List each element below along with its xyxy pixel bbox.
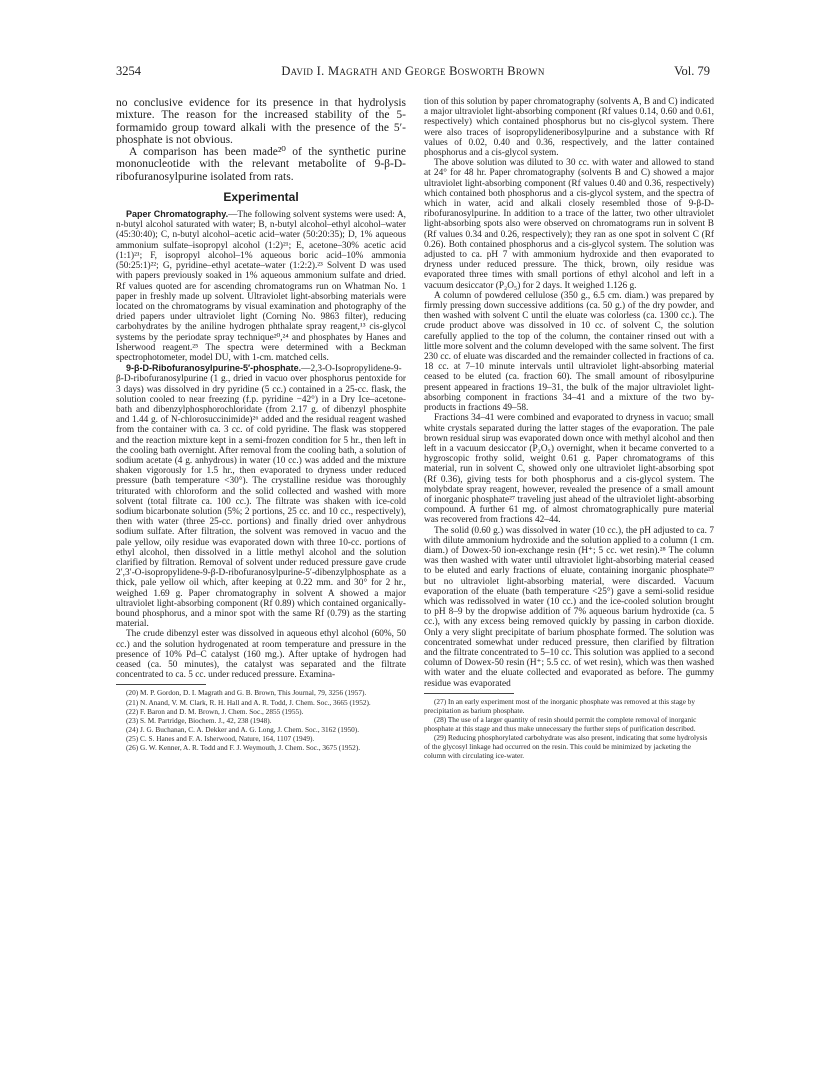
footnote: (29) Reducing phosphorylated carbohydrate was also present, indicating that some hydrolysis of the glycosyl linkage had occurred on the resin. This could be minimized by jacketing the column with circulating ice-water. bbox=[424, 733, 708, 761]
body-paragraph: The above solution was diluted to 30 cc. with water and allowed to stand at 24° for 48 hr. Paper chromatography (solvents B and C) showed a major ultraviolet light-absorbing component (Rf values 0.40 and 0.36, respectively) which contained both phosphorus and a cis-glycol system, and the spectra of which in water, acid and alkali closely resembled those of 9-β-D-ribofuranosylpurine. In addition to a trace of the latter, two other ultraviolet light-absorbing spots also were observed on chromatograms run in solvent B (Rf values 0.34 and 0.26, respectively); they ran as one spot in solvent C (Rf 0.26). Both contained phosphorus and a cis-glycol system. The solution was adjusted to ca. pH 7 with ammonium hydroxide and then evaporated to dryness under reduced pressure. The thick, brown, oily residue was evaporated three times with small portions of ethyl alcohol and left in a vacuum desiccator (P₂O₅) for 2 days. It weighed 1.126 g. bbox=[424, 158, 714, 291]
footnote-divider bbox=[116, 684, 206, 685]
footnote: (26) G. W. Kenner, A. R. Todd and F. J. Weymouth, J. Chem. Soc., 3675 (1952). bbox=[126, 742, 361, 752]
hydrogenation-paragraph: The crude dibenzyl ester was dissolved in aqueous ethyl alcohol (60%, 50 cc.) and the solution hydrogenated at room temperature and pressure in the presence of 10% Pd–C catalyst (160 mg.). After uptake of hydrogen had ceased (ca. 50 minutes), the catalyst was separated and the filtrate concentrated to ca. 5 cc. under reduced pressure. Examina- bbox=[116, 629, 406, 681]
page-number: 3254 bbox=[116, 64, 141, 78]
footnote: (20) M. P. Gordon, D. I. Magrath and G. B. Brown, This Journal, 79, 3256 (1957). bbox=[126, 688, 367, 698]
body-paragraph: The solid (0.60 g.) was dissolved in water (10 cc.), the pH adjusted to ca. 7 with dilute ammonium hydroxide and the solution applied to a column (1 cm. diam.) of Dowex-50 ion-exchange resin (H⁺; 5 cc. wet resin).²⁸ The column was then washed with water until ultraviolet light-absorbing material ceased to be eluted and early fractions of eluate, containing inorganic phosphate²⁹ but no ultraviolet light-absorbing material, were discarded. Vacuum evaporation of the eluate (bath temperature <25°) gave a semi-solid residue which was redissolved in water (10 cc.) and the ice-cooled solution brought to pH 8–9 by the dropwise addition of 7% aqueous barium hydroxide (ca. 5 cc.), with any excess being removed quickly by passing in carbon dioxide. Only a very slight precipitate of barium phosphate formed. The solution was concentrated somewhat under reduced pressure, then clarified by filtration and the filtrate concentrated to 5–10 cc. This solution was applied to a second column of Dowex-50 resin (H⁺; 5.5 cc. of wet resin), which was then washed with water and the eluate collected and evaporated as before. The gummy residue was evaporated bbox=[424, 525, 714, 689]
ribofuranosylpurine-paragraph bbox=[116, 363, 406, 629]
page-header bbox=[116, 64, 710, 78]
footnote: (25) C. S. Hanes and F. A. Isherwood, Nature, 164, 1107 (1949). bbox=[126, 733, 315, 743]
footnote: (27) In an early experiment most of the inorganic phosphate was removed at this stage by precipitation as barium phosphate. bbox=[424, 696, 696, 715]
footnote: (28) The use of a larger quantity of resin should permit the complete removal of inorganic phosphate at this stage and thus make unnecessary the further steps of purification described. bbox=[424, 714, 697, 734]
footnote: (23) S. M. Partridge, Biochem. J., 42, 238 (1948). bbox=[126, 715, 272, 725]
ribofuranosylpurine-heading: 9-β-D-Ribofuranosylpurine-5′-phosphate. bbox=[126, 363, 302, 374]
intro-paragraph-2: A comparison has been made²⁰ of the synthetic purine mononucleotide with the relevant metabolite of 9-β-D-ribofuranosylpurine isolated from rats. bbox=[116, 146, 406, 183]
right-footnotes bbox=[424, 697, 714, 761]
left-column bbox=[116, 97, 406, 752]
left-footnotes bbox=[116, 688, 406, 752]
ribofuranosylpurine-text: —2,3-O-Isopropylidene-9-β-D-ribofuranosylpurine (1 g., dried in vacuo over phosphorus pentoxide for 3 days) was dissolved in dry pyridine (5 cc.) contained in a 25-cc. flask, the solution cooled to near freezing (f.p. pyridine −42°) in a Dry Ice–acetone-bath and dibenzylphosphorochloridate (from 2.17 g. of dibenzyl phosphite and 1.44 g. of N-chlorosuccinimide)²⁶ added and the residual reagent washed from the container with ca. 3 cc. of cold pyridine. The flask was stoppered and the reaction mixture kept in a semi-frozen condition for 5 hr., then left in the cooling bath overnight. After removal from the cooling bath, a solution of sodium acetate (4 g. anhydrous) in water (10 cc.) was added and the mixture shaken vigorously for 1.5 hr., then evaporated to dryness under reduced pressure (bath temperature <30°). The crystalline residue was thoroughly triturated with chloroform and the solid collected and washed with more solvent (total filtrate ca. 100 cc.). The filtrate was shaken with ice-cold sodium bicarbonate solution (5%; 2 portions, 25 cc. and 10 cc., respectively), then with water (three 25-cc. portions) and finally dried over anhydrous sodium sulfate. After filtration, the solvent was removed in vacuo and the pale yellow, oily residue was evaporated down with three 10-cc. portions of ethyl alcohol, then dissolved in a little methyl alcohol and the solution clarified by filtration. Removal of solvent under reduced pressure gave crude 2′,3′-O-isopropylidene-9-β-D-ribofuranosylpurine-5′-dibenzylphosphate as a thick, pale yellow oil which, after keeping at 0.22 mm. and 30° for 2 hr., weighed 1.69 g. Paper chromatography in solvent A showed a major ultraviolet light-absorbing component (Rf 0.89) which contained organically-bound phosphorus, and a minor spot with the same Rf (0.79) as the starting material. bbox=[116, 364, 406, 630]
footnote: (24) J. G. Buchanan, C. A. Dekker and A. G. Long, J. Chem. Soc., 3162 (1950). bbox=[126, 724, 360, 734]
footnote-divider bbox=[424, 693, 514, 694]
right-column bbox=[424, 97, 714, 760]
body-paragraph: A column of powdered cellulose (350 g., 6.5 cm. diam.) was prepared by firmly pressing down successive additions (ca. 50 g.) of the dry powder, and then washed with solvent C until the eluate was colorless (ca. 1300 cc.). The crude product above was dissolved in 10 cc. of solvent C, the solution carefully applied to the top of the column, the container rinsed out with a little more solvent and the column developed with the same solvent. The first 230 cc. of eluate was discarded and the remainder collected in fractions of ca. 18 cc. at 7–10 minute intervals until ultraviolet light-absorbing material ceased to be eluted (ca. fraction 60). The small amount of ribosylpurine present appeared in fractions 19–31, the bulk of the major ultraviolet light-absorbing component in fractions 34–41 and a mixture of the two by-products in fractions 49–58. bbox=[424, 290, 714, 414]
intro-paragraph-1: no conclusive evidence for its presence in that hydrolysis mixture. The reason for the increased stability of the 5-formamido group toward alkali with the presence of the 5′-phosphate is not obvious. bbox=[116, 97, 406, 146]
body-paragraph: tion of this solution by paper chromatography (solvents A, B and C) indicated a major ultraviolet light-absorbing component (Rf values 0.14, 0.60 and 0.61, respectively) which contained phosphorus but no cis-glycol system. There were also traces of isopropylideneribosylpurine and a substance with Rf values of 0.02, 0.40 and 0.36, respectively, and the latter contained phosphorus and a cis-glycol system. bbox=[424, 97, 714, 159]
running-head-authors: David I. Magrath and George Bosworth Brown bbox=[281, 64, 545, 78]
paper-chromatography-heading: Paper Chromatography. bbox=[126, 209, 229, 220]
paper-chromatography-paragraph bbox=[116, 209, 406, 363]
section-heading: Experimental bbox=[223, 190, 299, 205]
body-paragraph: Fractions 34–41 were combined and evaporated to dryness in vacuo; small white crystals separated during the latter stages of the evaporation. The pale brown residual sirup was evaporated down once with methyl alcohol and then left in a vacuum desiccator (P₂O₅) overnight, when it became converted to a hygroscopic frothy solid, weight 0.61 g. Paper chromatograms of this material, run in solvent C, showed only one ultraviolet light-absorbing spot (Rf 0.36), giving tests for both phosphorus and a cis-glycol system. The molybdate spray reagent, however, revealed the presence of a small amount of inorganic phosphate²⁷ traveling just ahead of the ultraviolet light-absorbing compound. A further 61 mg. of almost chromatographically pure material was recovered from fractions 42–44. bbox=[424, 413, 714, 526]
footnote: (22) F. Baron and D. M. Brown, J. Chem. Soc., 2855 (1955). bbox=[126, 706, 304, 716]
volume-label: Vol. 79 bbox=[674, 64, 710, 78]
footnote: (21) N. Anand, V. M. Clark, R. H. Hall and A. R. Todd, J. Chem. Soc., 3665 (1952). bbox=[126, 697, 371, 707]
paper-chromatography-text: —The following solvent systems were used: A, n-butyl alcohol saturated with water; B, n-butyl alcohol–ethyl alcohol–water (45:30:40); C, n-butyl alcohol–acetic acid–water (50:20:35); D, 1% aqueous ammonium sulfate–isopropyl alcohol (1:2)²¹; E, acetone–30% acetic acid (1:1)²¹; F, isopropyl alcohol–1% aqueous boric acid–10% ammonia (50:25:1)²²; G, pyridine–ethyl acetate–water (1:2:2).²³ Solvent D was used with papers previously soaked in 1% aqueous ammonium sulfate and dried. Rf values quoted are for ascending chromatograms run on Whatman No. 1 paper in freshly made up solvent. Ultraviolet light-absorbing materials were located on the chromatograms by visual examination and photography of the dried papers under ultraviolet light (Corning No. 9863 filter), reducing carbohydrates by the aniline hydrogen phthalate spray reagent,¹³ cis-glycol systems by the periodate spray technique²⁰,²⁴ and phosphates by Hanes and Isherwood reagent.²⁵ The spectra were determined with a Beckman spectrophotometer, model DU, with 1-cm. matched cells. bbox=[116, 210, 406, 363]
